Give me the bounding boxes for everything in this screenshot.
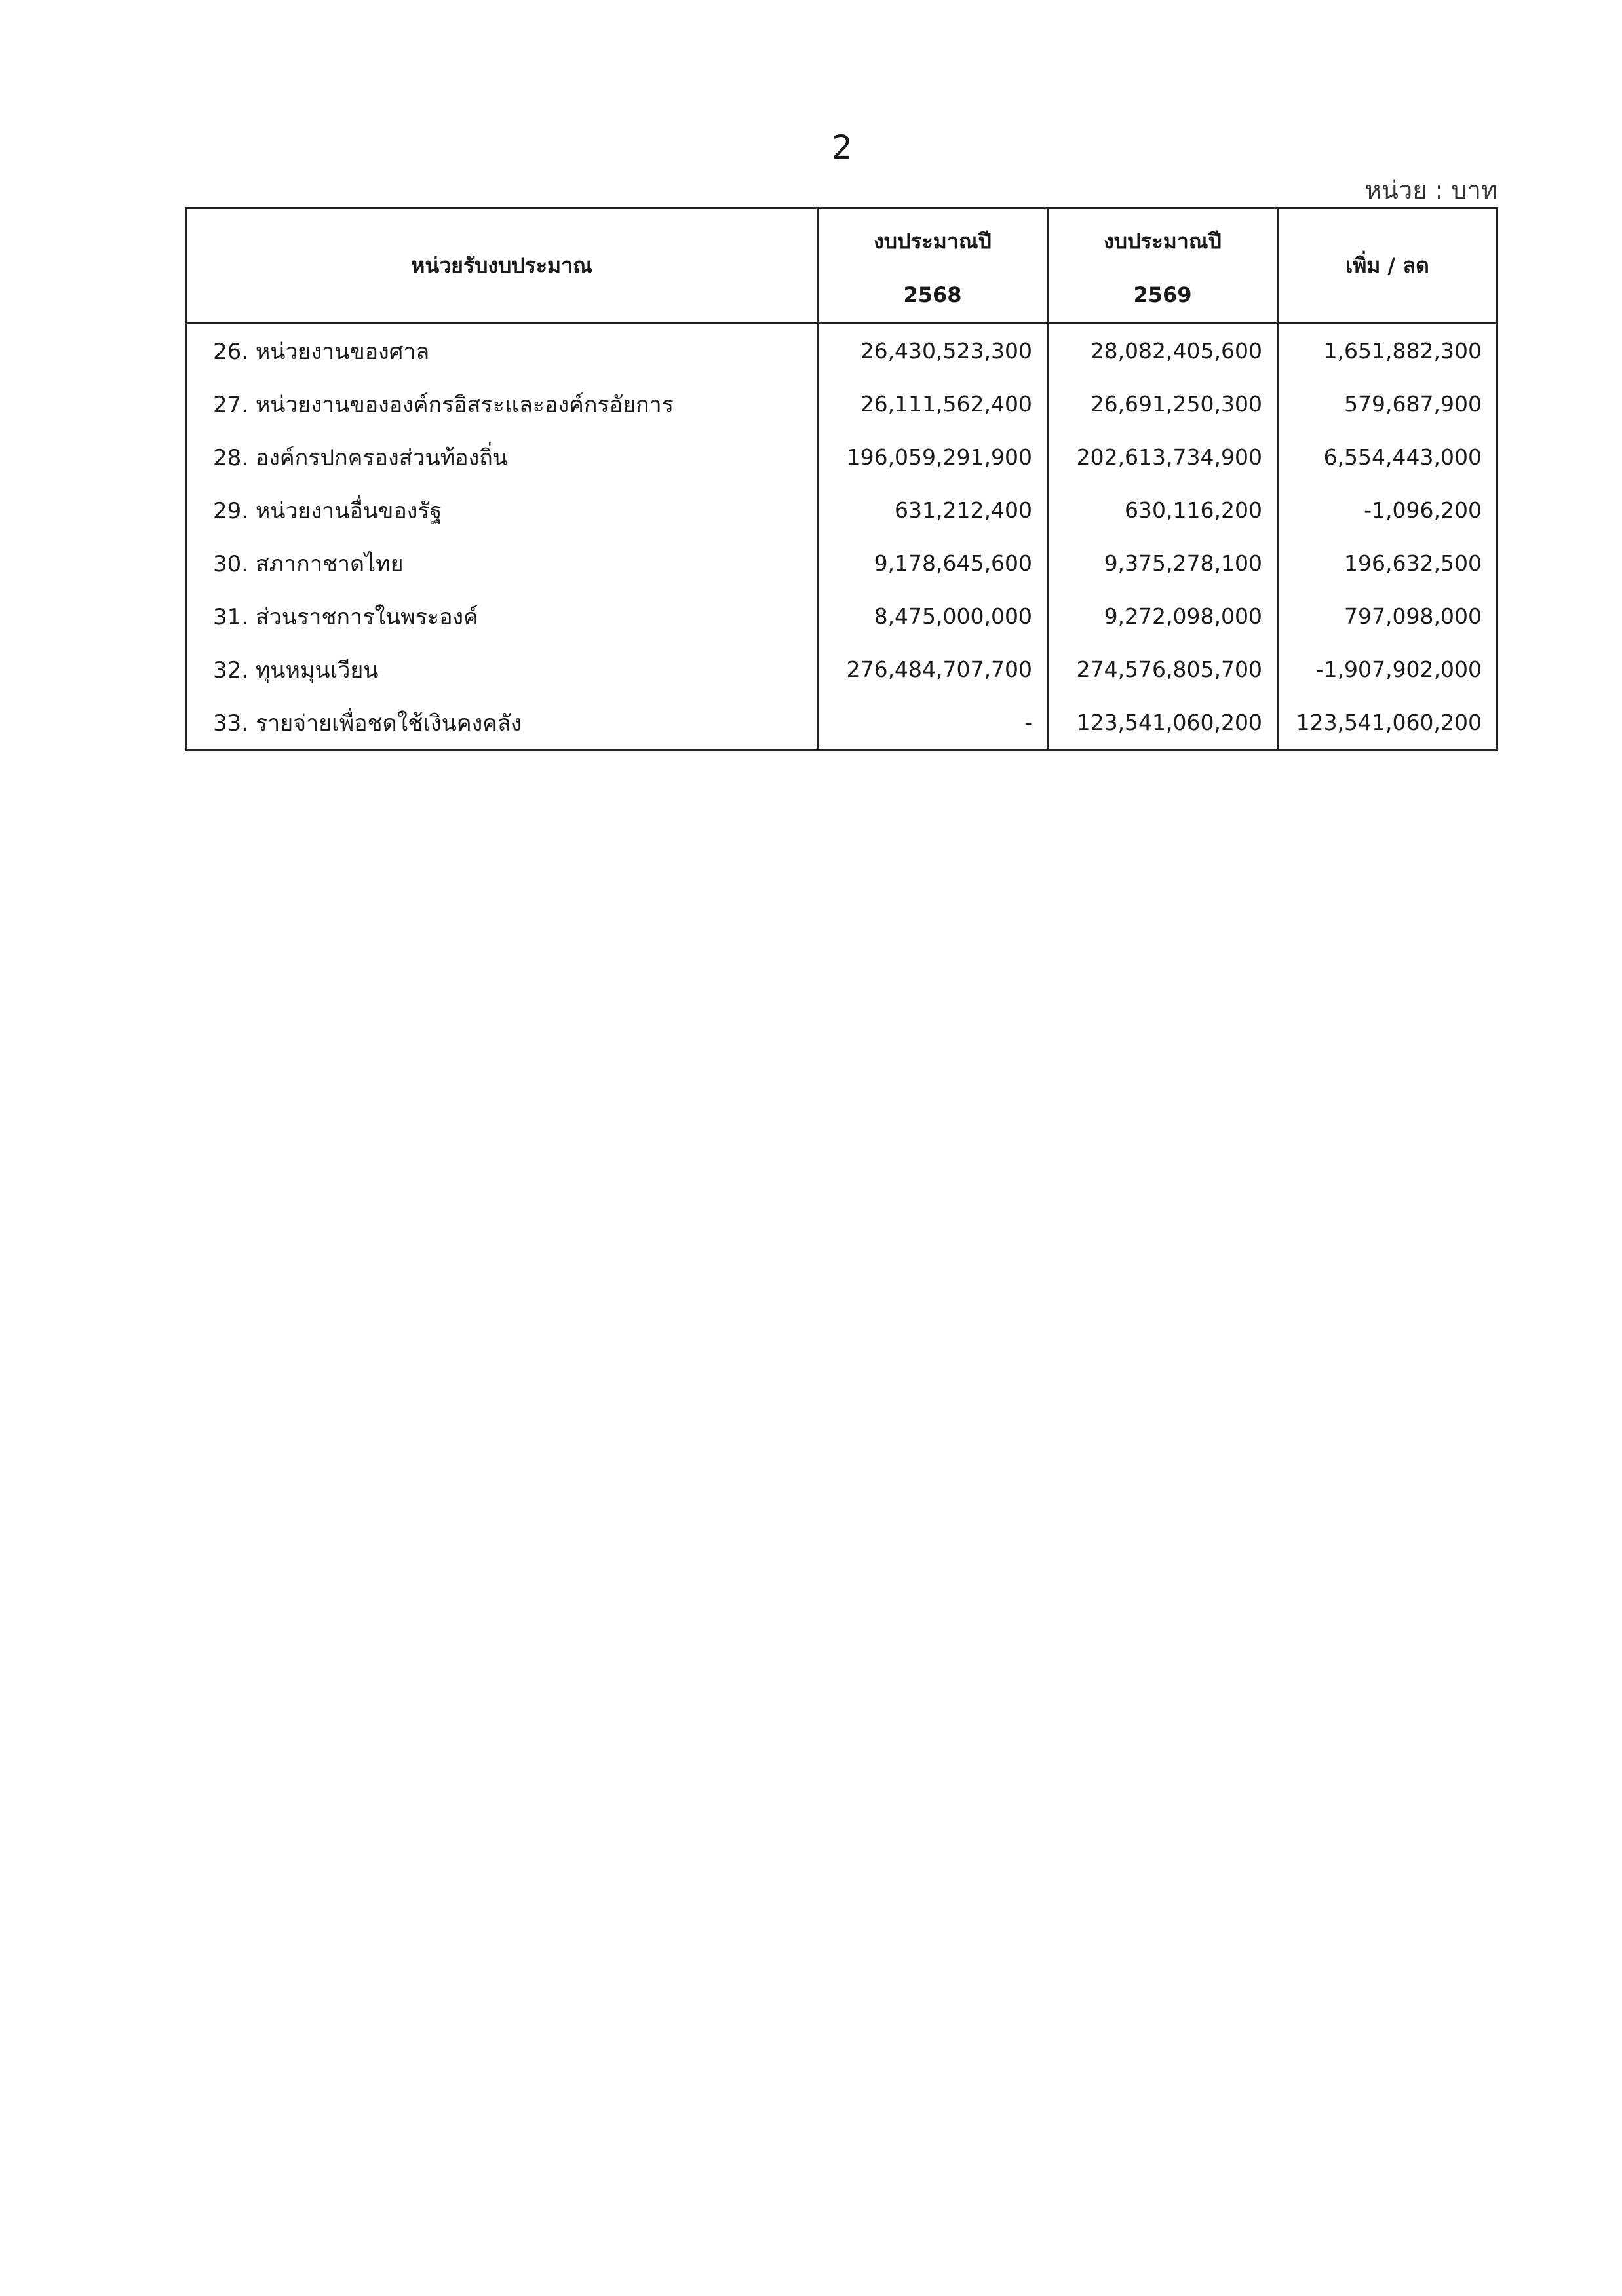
table-row	[186, 643, 1497, 696]
header-budget-2569-year: 2569	[1133, 282, 1192, 307]
header-change: เพิ่ม / ลด	[1278, 208, 1497, 324]
budget-table	[185, 207, 1498, 751]
row-change: 797,098,000	[1278, 590, 1497, 643]
row-name: 32. ทุนหมุนเวียน	[186, 643, 818, 696]
row-name: 30. สภากาชาดไทย	[186, 537, 818, 590]
row-change: 579,687,900	[1278, 377, 1497, 430]
row-name: 31. ส่วนราชการในพระองค์	[186, 590, 818, 643]
row-name: 28. องค์กรปกครองส่วนท้องถิ่น	[186, 430, 818, 484]
header-budget-2569	[1048, 208, 1278, 324]
header-unit-name: หน่วยรับงบประมาณ	[186, 208, 818, 324]
header-budget-2568-label: งบประมาณปี	[874, 228, 992, 254]
header-budget-2568	[818, 208, 1048, 324]
row-change: 196,632,500	[1278, 537, 1497, 590]
table-row	[186, 377, 1497, 430]
row-name: 33. รายจ่ายเพื่อชดใช้เงินคงคลัง	[186, 696, 818, 750]
table-header-row	[186, 208, 1497, 324]
row-name: 27. หน่วยงานขององค์กรอิสระและองค์กรอัยการ	[186, 377, 818, 430]
row-budget-2569: 123,541,060,200	[1048, 696, 1278, 750]
header-budget-2568-year: 2568	[903, 282, 962, 307]
row-budget-2569: 28,082,405,600	[1048, 324, 1278, 378]
row-budget-2568: 26,430,523,300	[818, 324, 1048, 378]
row-budget-2568: 276,484,707,700	[818, 643, 1048, 696]
row-change: 123,541,060,200	[1278, 696, 1497, 750]
row-name: 26. หน่วยงานของศาล	[186, 324, 818, 378]
unit-label: หน่วย : บาท	[1364, 176, 1497, 204]
row-budget-2569: 274,576,805,700	[1048, 643, 1278, 696]
row-budget-2569: 202,613,734,900	[1048, 430, 1278, 484]
row-budget-2568: 26,111,562,400	[818, 377, 1048, 430]
row-budget-2569: 26,691,250,300	[1048, 377, 1278, 430]
row-change: 6,554,443,000	[1278, 430, 1497, 484]
table-row	[186, 430, 1497, 484]
table-row	[186, 537, 1497, 590]
row-budget-2569: 9,375,278,100	[1048, 537, 1278, 590]
page-number: 2	[832, 128, 853, 166]
row-budget-2569: 9,272,098,000	[1048, 590, 1278, 643]
header-budget-2569-label: งบประมาณปี	[1104, 228, 1222, 254]
row-budget-2568: -	[818, 696, 1048, 750]
table-row	[186, 484, 1497, 537]
row-budget-2568: 8,475,000,000	[818, 590, 1048, 643]
row-change: 1,651,882,300	[1278, 324, 1497, 378]
row-budget-2569: 630,116,200	[1048, 484, 1278, 537]
row-budget-2568: 196,059,291,900	[818, 430, 1048, 484]
row-change: -1,096,200	[1278, 484, 1497, 537]
table-row	[186, 324, 1497, 378]
table-row	[186, 696, 1497, 750]
row-budget-2568: 9,178,645,600	[818, 537, 1048, 590]
row-budget-2568: 631,212,400	[818, 484, 1048, 537]
table-row	[186, 590, 1497, 643]
row-change: -1,907,902,000	[1278, 643, 1497, 696]
row-name: 29. หน่วยงานอื่นของรัฐ	[186, 484, 818, 537]
